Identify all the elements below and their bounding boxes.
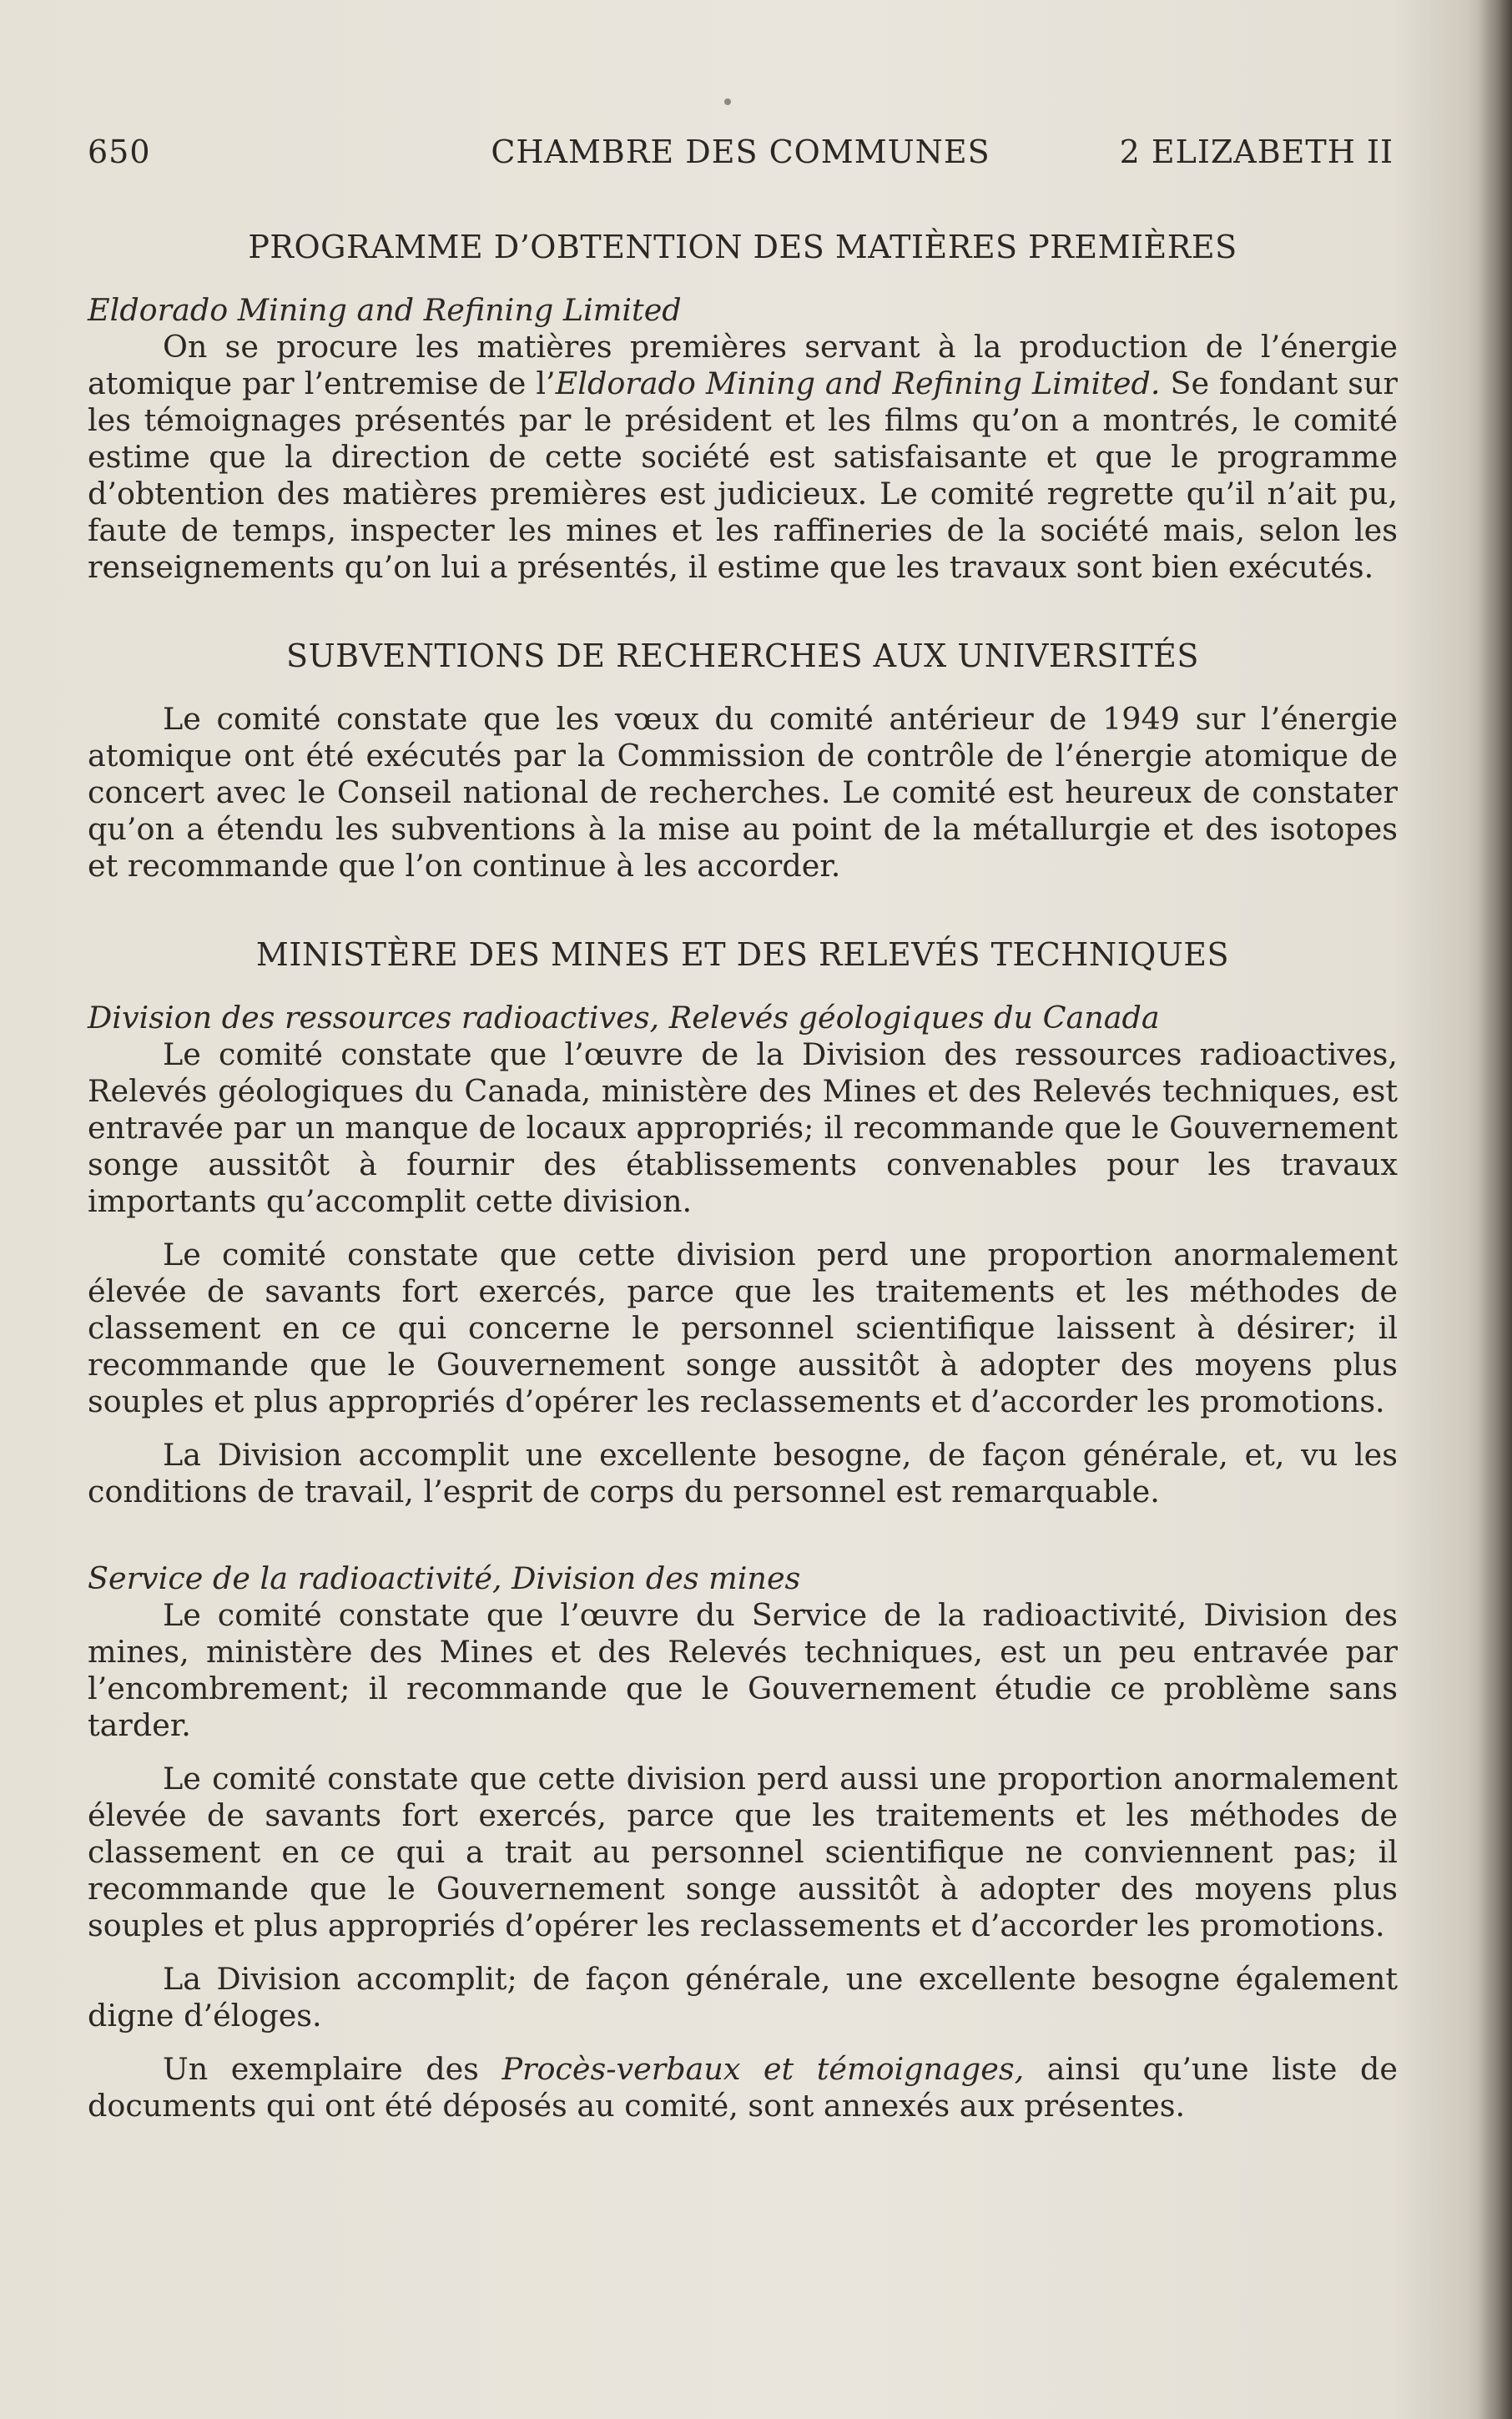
paragraph-text: Se fondant sur les témoignages présentés par le président et les films qu’on a montrés, le comité estime que la direction de cette société est satisfaisante et que le programme d’obtention des matières premières est judicieux. Le comité regrette qu’il n’ait pu, faute de temps, inspecter les mines et les raffineries de la société mais, selon les renseignements qu’on lui a présentés, il estime que les travaux sont bien exécutés. <box>88 365 1398 585</box>
page-body <box>88 227 1398 2124</box>
running-title: CHAMBRE DES COMMUNES <box>491 134 990 170</box>
section-heading-mines-ministry: MINISTÈRE DES MINES ET DES RELEVÉS TECHNIQUES <box>255 936 1230 973</box>
page-header <box>88 134 1394 175</box>
page-number: 650 <box>88 134 151 170</box>
paragraph-italic-text: Eldorado Mining and Refining Limited. <box>555 365 1161 401</box>
paragraph-eldorado <box>88 329 1398 586</box>
paragraph-division-staff: Le comité constate que cette division perd une proportion anormalement élevée de savants fort exercés, parce que les traitements et les méthodes de classement en ce qui concerne le personnel scientifique laissent à désirer; il recommande que le Gouvernement songe aussitôt à adopter des moyens plus souples et plus appropriés d’opérer les reclassements et d’accorder les promotions. <box>88 1237 1398 1419</box>
page-edge-shadow <box>1479 0 1512 2419</box>
paragraph-annex-note <box>88 2051 1398 2124</box>
paragraph-italic-text: Procès-verbaux et témoignages, <box>501 2051 1025 2087</box>
subheading-eldorado: Eldorado Mining and Refining Limited <box>88 292 682 328</box>
paragraph-text: On se procure les matières premières servant à la production de l’énergie atomique par l’entremise de l’ <box>88 329 1398 401</box>
section-heading-raw-materials: PROGRAMME D’OBTENTION DES MATIÈRES PREMIÈRES <box>248 229 1237 265</box>
subheading-radioactivity-service: Service de la radioactivité, Division des mines <box>88 1560 801 1596</box>
paragraph-division-space: Le comité constate que l’œuvre de la Division des ressources radioactives, Relevés géologiques du Canada, ministère des Mines et des Relevés techniques, est entravée par un manque de locaux appropriés; il recommande que le Gouvernement songe aussitôt à fournir des établissements convenables pour les travaux importants qu’accomplit cette division. <box>88 1036 1398 1219</box>
paragraph-service-work: La Division accomplit; de façon générale, une excellente besogne également digne d’éloges. <box>88 1961 1398 2033</box>
paragraph-text: Un exemplaire des <box>163 2051 502 2087</box>
paragraph-text: ainsi qu’une liste de documents qui ont été déposés au comité, sont annexés aux présentes. <box>88 2051 1398 2124</box>
section-heading-university-grants: SUBVENTIONS DE RECHERCHES AUX UNIVERSITÉS <box>286 638 1199 674</box>
paragraph-division-work: La Division accomplit une excellente besogne, de façon générale, et, vu les conditions de travail, l’esprit de corps du personnel est remarquable. <box>88 1437 1398 1509</box>
paragraph-service-space: Le comité constate que l’œuvre du Service de la radioactivité, Division des mines, ministère des Mines et des Relevés techniques, est un peu entravée par l’encombrement; il recommande que le Gouvernement étudie ce problème sans tarder. <box>88 1597 1398 1743</box>
session-label: 2 ELIZABETH II <box>1119 134 1394 170</box>
subheading-radioactive-resources: Division des ressources radioactives, Relevés géologiques du Canada <box>88 1000 1160 1036</box>
paragraph-service-staff: Le comité constate que cette division perd aussi une proportion anormalement élevée de savants fort exercés, parce que les traitements et les méthodes de classement en ce qui a trait au personnel scientifique ne conviennent pas; il recommande que le Gouvernement songe aussitôt à adopter des moyens plus souples et plus appropriés d’opérer les reclassements et d’accorder les promotions. <box>88 1761 1398 1943</box>
print-speck <box>724 98 731 105</box>
paragraph-grants: Le comité constate que les vœux du comité antérieur de 1949 sur l’énergie atomique ont été exécutés par la Commission de contrôle de l’énergie atomique de concert avec le Conseil national de recherches. Le comité est heureux de constater qu’on a étendu les subventions à la mise au point de la métallurgie et des isotopes et recommande que l’on continue à les accorder. <box>88 701 1398 884</box>
